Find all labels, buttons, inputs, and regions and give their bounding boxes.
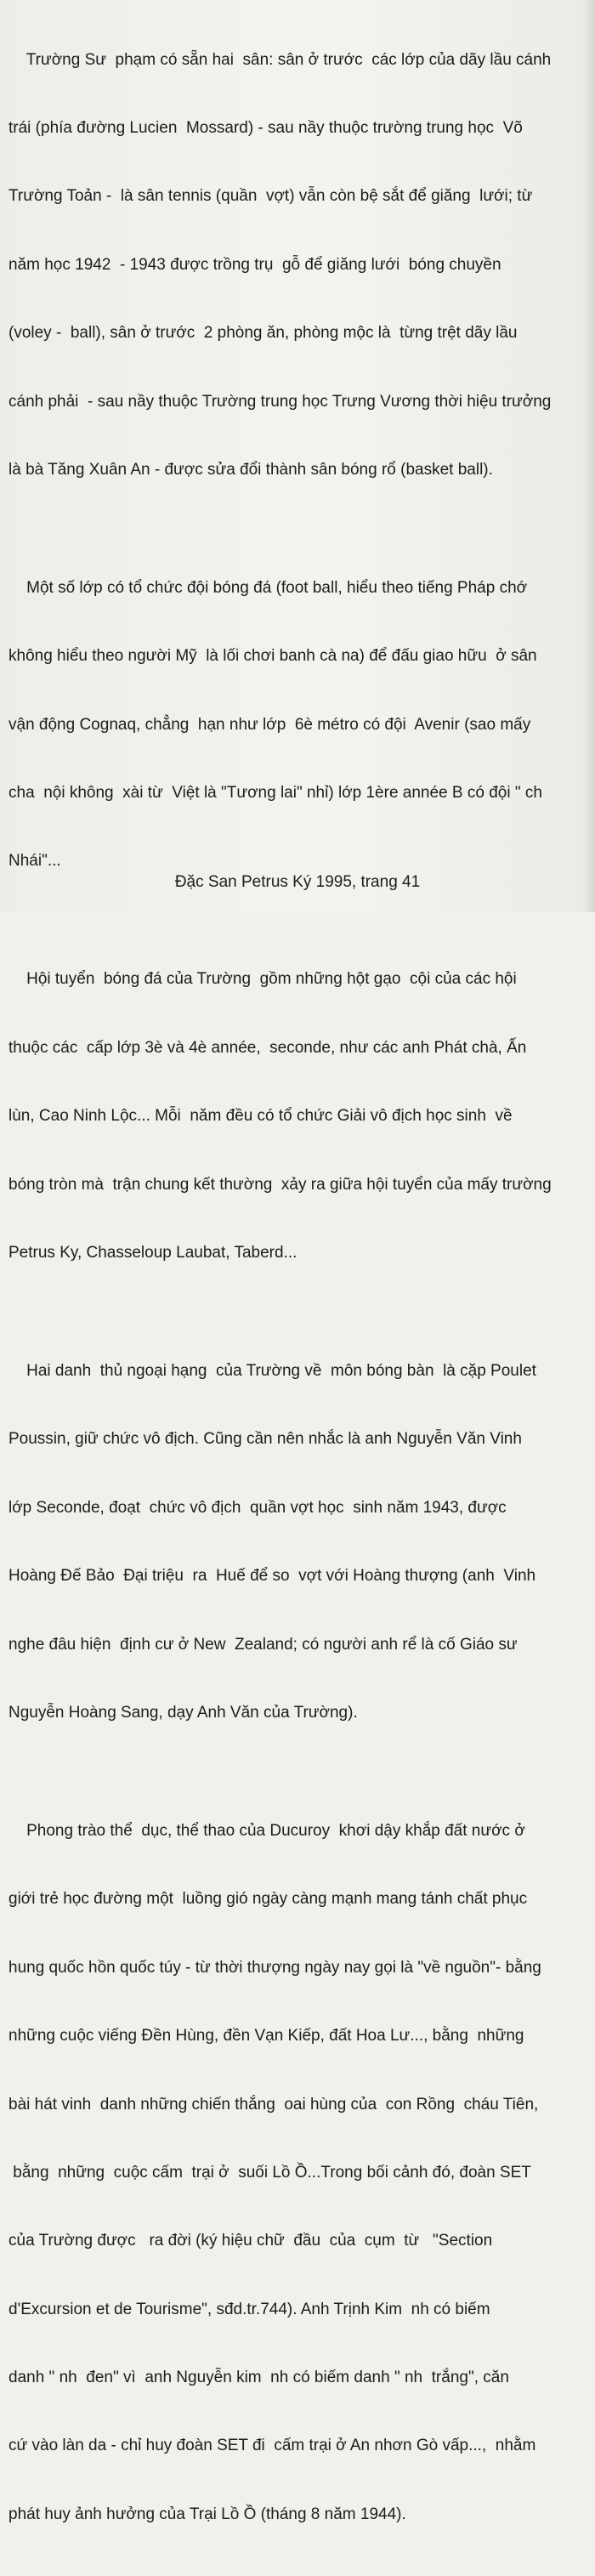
paragraph-sports-grounds: [8, 3, 592, 527]
page-footer: Đặc San Petrus Ký 1995, trang 41: [174, 873, 421, 891]
text-line: không hiểu theo người Mỹ là lối chơi banh cà na) để đấu giao hữu ở sân: [8, 647, 537, 666]
text-line: cứ vào làn da - chỉ huy đoàn SET đi cấm trại ở An nhơn Gò vấp..., nhằm: [8, 2437, 536, 2455]
text-line: d'Excursion et de Tourisme", sđd.tr.744). Anh Trịnh Kim nh có biếm: [8, 2300, 490, 2318]
text-line: thuộc các cấp lớp 3è và 4è année, seconde, như các anh Phát chà, Ấn: [8, 1038, 527, 1057]
text-line: Poussin, giữ chức vô địch. Cũng cần nên nhắc là anh Nguyễn Văn Vinh: [8, 1430, 522, 1449]
text-line: Trường Sư phạm có sẵn hai sân: sân ở trước các lớp của dãy lầu cánh: [8, 50, 552, 69]
text-line: Trường Toản - là sân tennis (quần vợt) vẫn còn bệ sắt để giăng lưới; từ: [8, 187, 533, 206]
text-line: năm học 1942 - 1943 được trồng trụ gỗ để giăng lưới bóng chuyền: [8, 255, 502, 274]
text-line: hung quốc hồn quốc túy - từ thời thượng ngày nay gọi là "về nguồn"- bằng: [8, 1958, 541, 1977]
text-line: bài hát vinh danh những chiến thắng oai hùng của con Rồng cháu Tiên,: [8, 2095, 539, 2114]
text-line: Nguyễn Hoàng Sang, dạy Anh Văn của Trường).: [8, 1703, 358, 1722]
text-line: lớp Seconde, đoạt chức vô địch quần vợt học sinh năm 1943, được: [8, 1498, 507, 1517]
article-body: [8, 3, 592, 2576]
text-line: danh " nh đen" vì anh Nguyễn kim nh có biếm danh " nh trắng", căn: [8, 2369, 509, 2387]
text-line: giới trẻ học đường một luồng gió ngày càng mạnh mang tánh chất phục: [8, 1890, 528, 1909]
text-line: (voley - ball), sân ở trước 2 phòng ăn, phòng mộc là từng trệt dãy lầu: [8, 324, 518, 343]
text-line: Petrus Ky, Chasseloup Laubat, Taberd...: [8, 1244, 298, 1262]
paragraph-football-teams: [8, 531, 592, 919]
text-line: nghe đâu hiện định cư ở New Zealand; có người anh rể là cố Giáo sư: [8, 1635, 518, 1654]
text-line: của Trường được ra đời (ký hiệu chữ đầu của cụm từ "Section: [8, 2232, 493, 2250]
text-line: những cuộc viếng Đền Hùng, đền Vạn Kiếp, đất Hoa Lư..., bằng những: [8, 2027, 524, 2045]
text-line: bóng tròn mà trận chung kết thường xảy ra giữa hội tuyển của mấy trường: [8, 1175, 552, 1194]
paragraph-set-movement: [8, 1774, 592, 2572]
text-line: Hội tuyển bóng đá của Trường gồm những hột gạo cội của các hội: [8, 970, 517, 989]
text-line: là bà Tăng Xuân An - được sửa đổi thành sân bóng rổ (basket ball).: [8, 460, 493, 479]
text-line: phát huy ảnh hưởng của Trại Lồ Ồ (tháng 8 năm 1944).: [8, 2505, 406, 2523]
text-line: trái (phía đường Lucien Mossard) - sau nầy thuộc trường trung học Võ: [8, 118, 523, 137]
paragraph-school-team: [8, 923, 592, 1311]
text-line: Nhái"...: [8, 852, 61, 871]
text-line: bằng những cuộc cấm trại ở suối Lồ Ồ...Trong bối cảnh đó, đoàn SET: [8, 2163, 531, 2182]
text-line: Hoàng Đế Bảo Đại triệu ra Huế để so vợt với Hoàng thượng (anh Vinh: [8, 1567, 536, 1586]
text-line: Phong trào thể dục, thể thao của Ducuroy khơi dậy khắp đất nước ở: [8, 1821, 525, 1840]
text-line: cánh phải - sau nầy thuộc Trường trung học Trưng Vương thời hiệu trưởng: [8, 392, 552, 411]
text-line: cha nội không xài từ Việt là "Tương lai" nhỉ) lớp 1ère année B có đội " ch: [8, 784, 542, 803]
text-line: lùn, Cao Ninh Lộc... Mỗi năm đều có tổ chức Giải vô địch học sinh về: [8, 1107, 513, 1126]
text-line: vận động Cognaq, chẳng hạn như lớp 6è métro có đội Avenir (sao mấy: [8, 715, 531, 734]
paragraph-champions: [8, 1314, 592, 1770]
text-line: Hai danh thủ ngoại hạng của Trường về môn bóng bàn là cặp Poulet: [8, 1362, 536, 1381]
text-line: Một số lớp có tổ chức đội bóng đá (foot ball, hiểu theo tiếng Pháp chớ: [8, 578, 528, 597]
